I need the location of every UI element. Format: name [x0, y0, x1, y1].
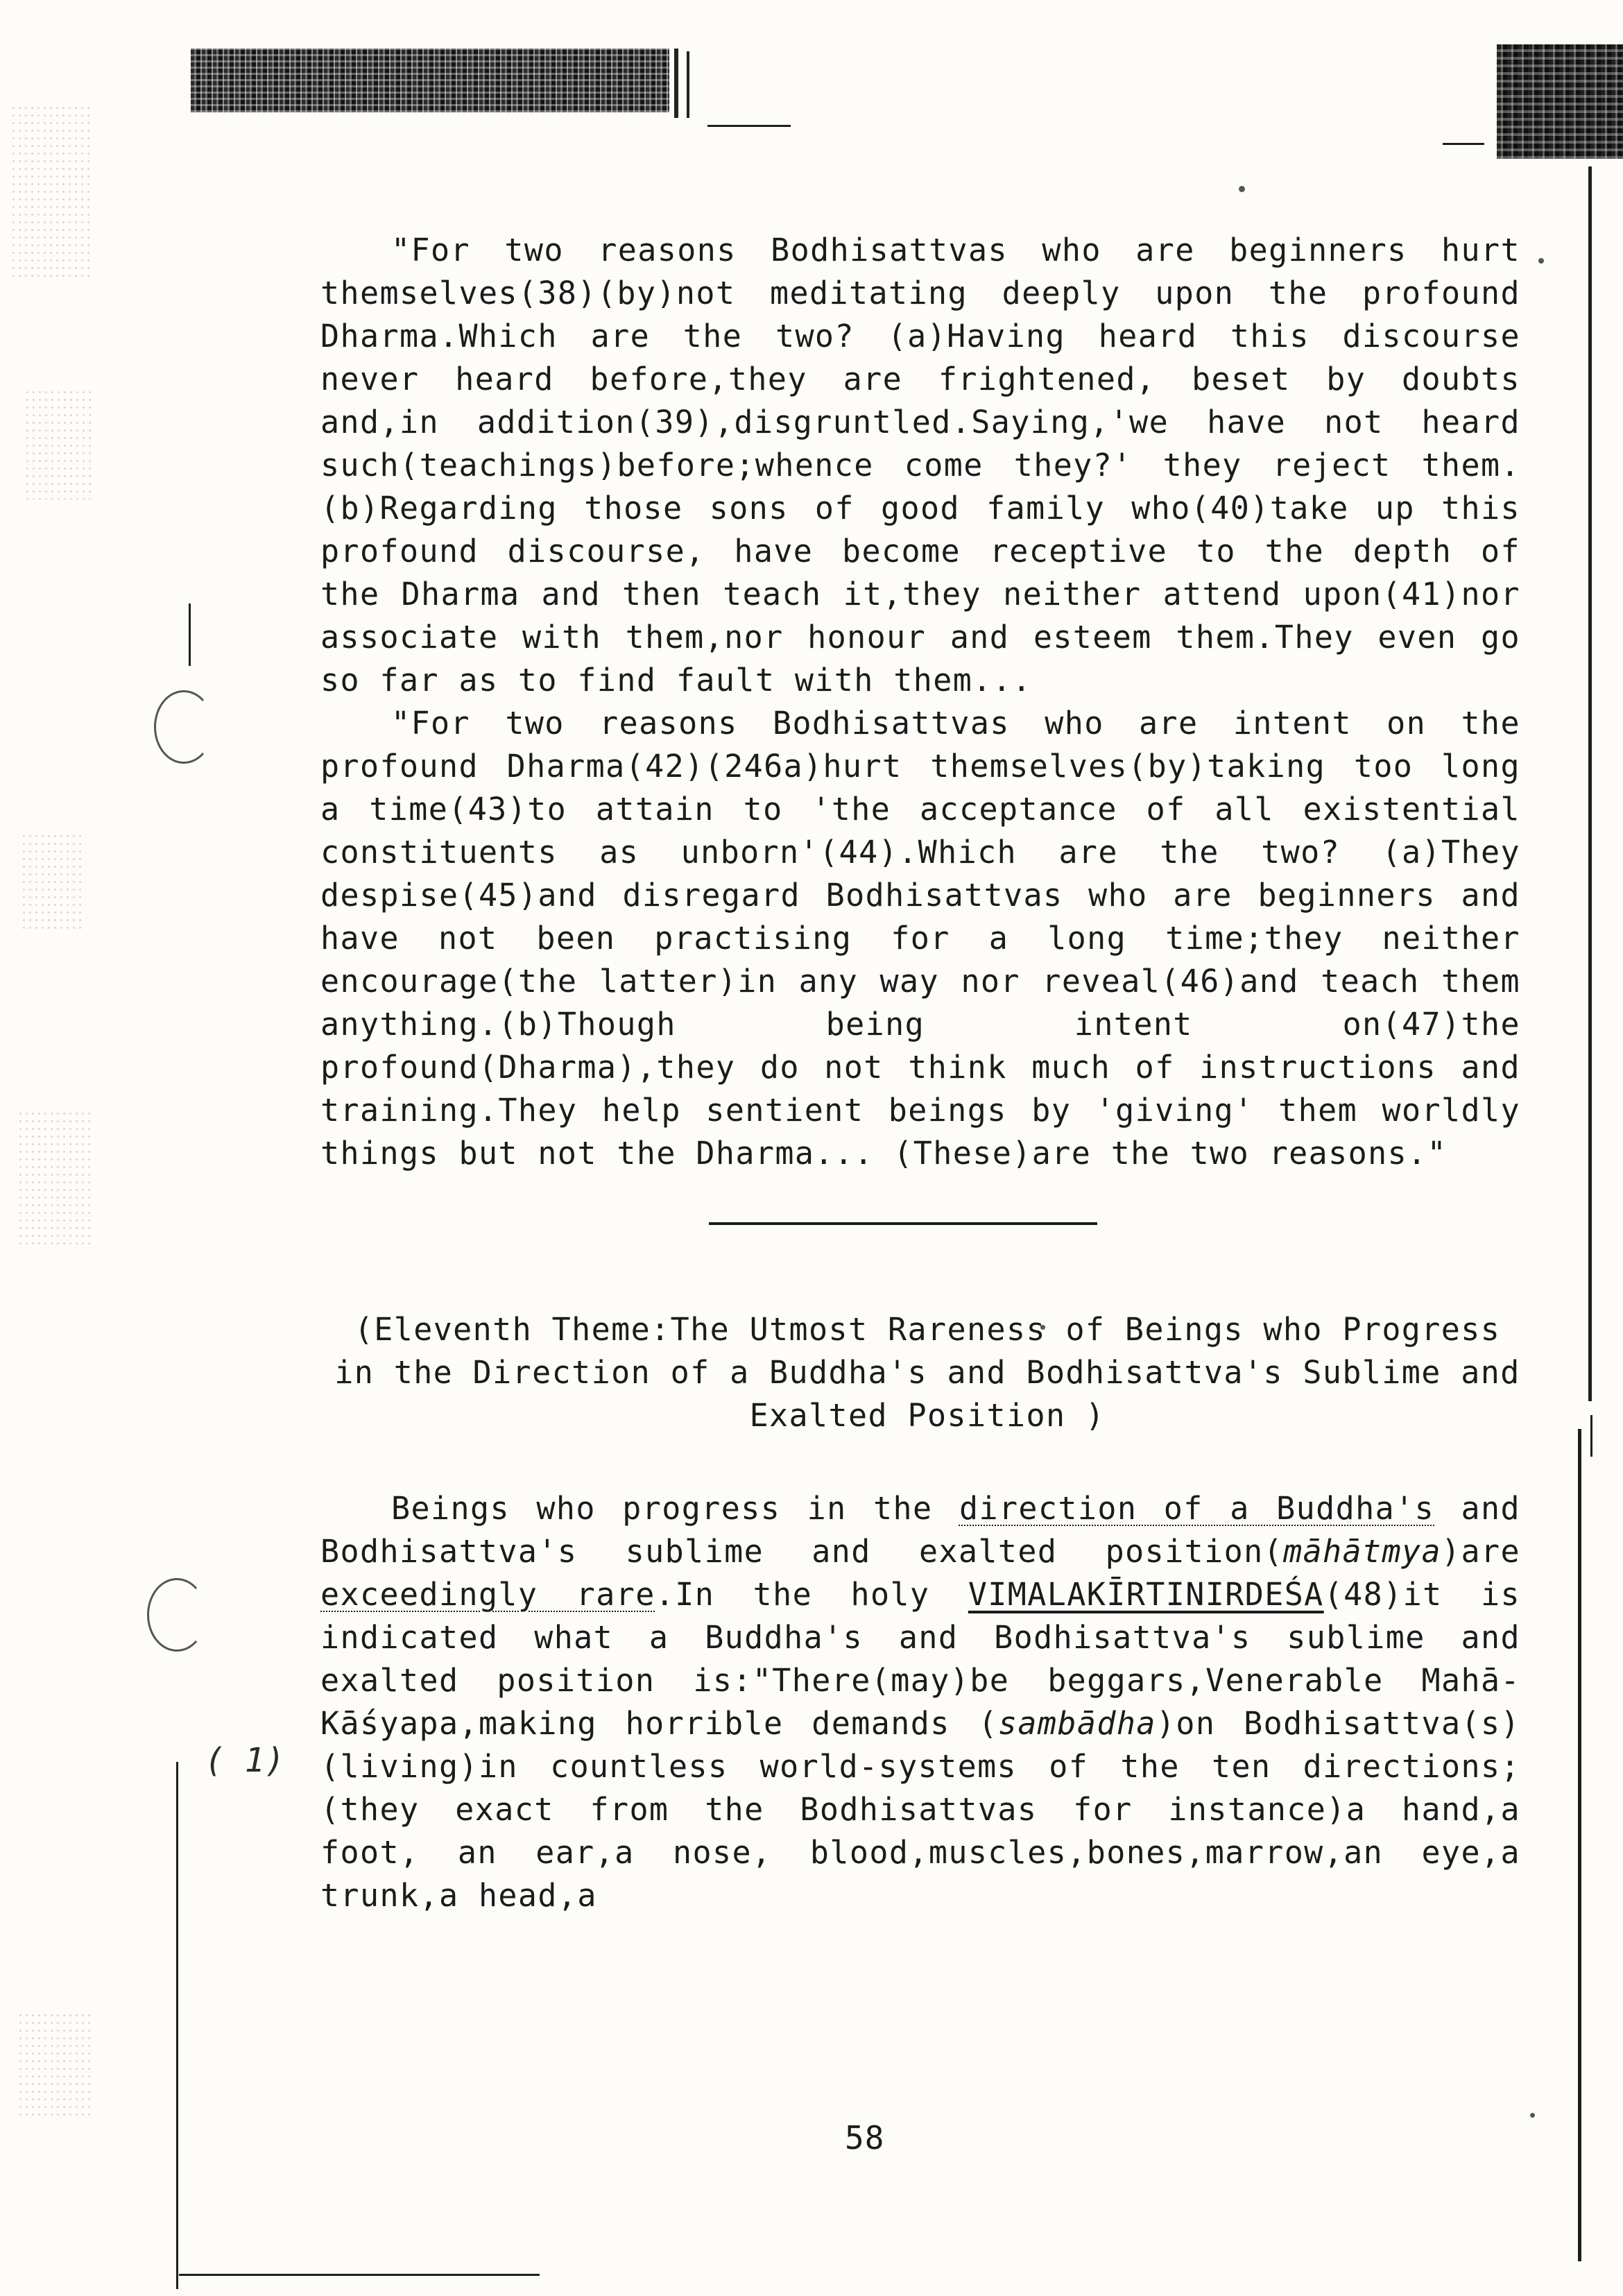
page-body — [320, 229, 1520, 1917]
scan-artifact-dash — [1443, 143, 1484, 145]
scan-artifact-top-right — [1497, 44, 1623, 159]
scan-artifact-tick — [674, 49, 678, 118]
sanskrit-term-sambadha: sambādha — [997, 1705, 1156, 1742]
text-segment: Beings who progress in the — [391, 1490, 959, 1527]
binder-hole-lower — [147, 1578, 207, 1652]
paragraph-beginners: "For two reasons Bodhisattvas who are beginners hurt themselves(38)(by)not meditating deeply upon the profound Dharma.Which are the two? (a)Having heard this discourse never heard before,they are frightened, beset by doubts and,in addition(39),disgruntled.Saying,'we have not heard such(teachings)before;whence come they?' they reject them.(b)Regarding those sons of good family who(40)take up this profound discourse, have become receptive to the depth of the Dharma and then teach it,they neither attend upon(41)nor associate with them,nor honour and esteem them.They even go so far as to find fault with them... — [320, 232, 1520, 699]
sutra-title: VIMALAKĪRTINIRDEŚA — [968, 1576, 1324, 1613]
paragraph-intent-on-profound: "For two reasons Bodhisattvas who are intent on the profound Dharma(42)(246a)hurt themselves(by)taking too long a time(43)to attain to 'the acceptance of all existential constituents as unborn'(44).Which are the two? (a)They despise(45)and disregard Bodhisattvas who are beginners and have not been practising for a long time;they neither encourage(the latter)in any way nor reveal(46)and teach them anything.(b)Though being intent on(47)the profound(Dharma),they do not think much of instructions and training.They help sentient beings by 'giving' them worldly things but not the Dharma... (These)are the two reasons." — [320, 705, 1520, 1172]
speck — [1530, 2113, 1535, 2118]
scan-noise-left-4 — [17, 1110, 94, 1249]
page-edge-left-lower — [176, 1762, 178, 2289]
speck — [1239, 186, 1245, 192]
scan-noise-left-5 — [17, 2012, 94, 2116]
speck — [1538, 258, 1544, 264]
paragraph-eleventh-theme — [320, 1487, 1520, 1917]
page-edge-right-upper — [1588, 166, 1592, 1401]
section-divider — [709, 1222, 1097, 1225]
scan-noise-left-2 — [24, 388, 94, 499]
text-segment: )are — [1441, 1533, 1520, 1570]
page-edge-mid-right — [1590, 1415, 1592, 1457]
dotted-underline-phrase: exceedingly rare — [320, 1576, 655, 1613]
binder-hole-upper — [154, 690, 214, 764]
scan-artifact-dash — [707, 125, 791, 127]
page-edge-bottom — [179, 2274, 540, 2276]
page-edge-left-tick — [189, 603, 191, 666]
text-segment: )on Bodhisattva(s)(living)in countless world-systems of the ten directions;(they exact from the Bodhisattvas for instance)a hand,a foot, an ear,a nose, blood,muscles,bones,marrow,an eye,a trunk,a head,a — [320, 1705, 1520, 1914]
scan-noise-left-1 — [10, 104, 94, 277]
text-segment: and Bodhisattva's sublime and exalted position( — [320, 1490, 1520, 1570]
text-segment: (48)it is indicated what a Buddha's and Bodhisattva's sublime and exalted position is:"There(may)be beggars,Venerable Mahā-Kāśyapa,making horrible demands ( — [320, 1576, 1520, 1742]
dotted-underline-phrase: direction of a Buddha's — [959, 1490, 1435, 1527]
text-segment: .In the holy — [655, 1576, 968, 1613]
scan-artifact-tick — [687, 51, 689, 118]
scan-noise-left-3 — [21, 832, 83, 929]
eleventh-theme-heading: (Eleventh Theme:The Utmost Rareness of Beings who Progress in the Direction of a Buddha's and Bodhisattva's Sublime and Exalted Position ) — [334, 1311, 1520, 1434]
page-number: 58 — [845, 2119, 885, 2157]
scan-artifact-top-left — [191, 49, 669, 112]
sanskrit-term-mahatmya: māhātmya — [1283, 1533, 1442, 1570]
margin-note: ( 1) — [205, 1741, 285, 1780]
page-edge-right-lower — [1578, 1429, 1581, 2261]
